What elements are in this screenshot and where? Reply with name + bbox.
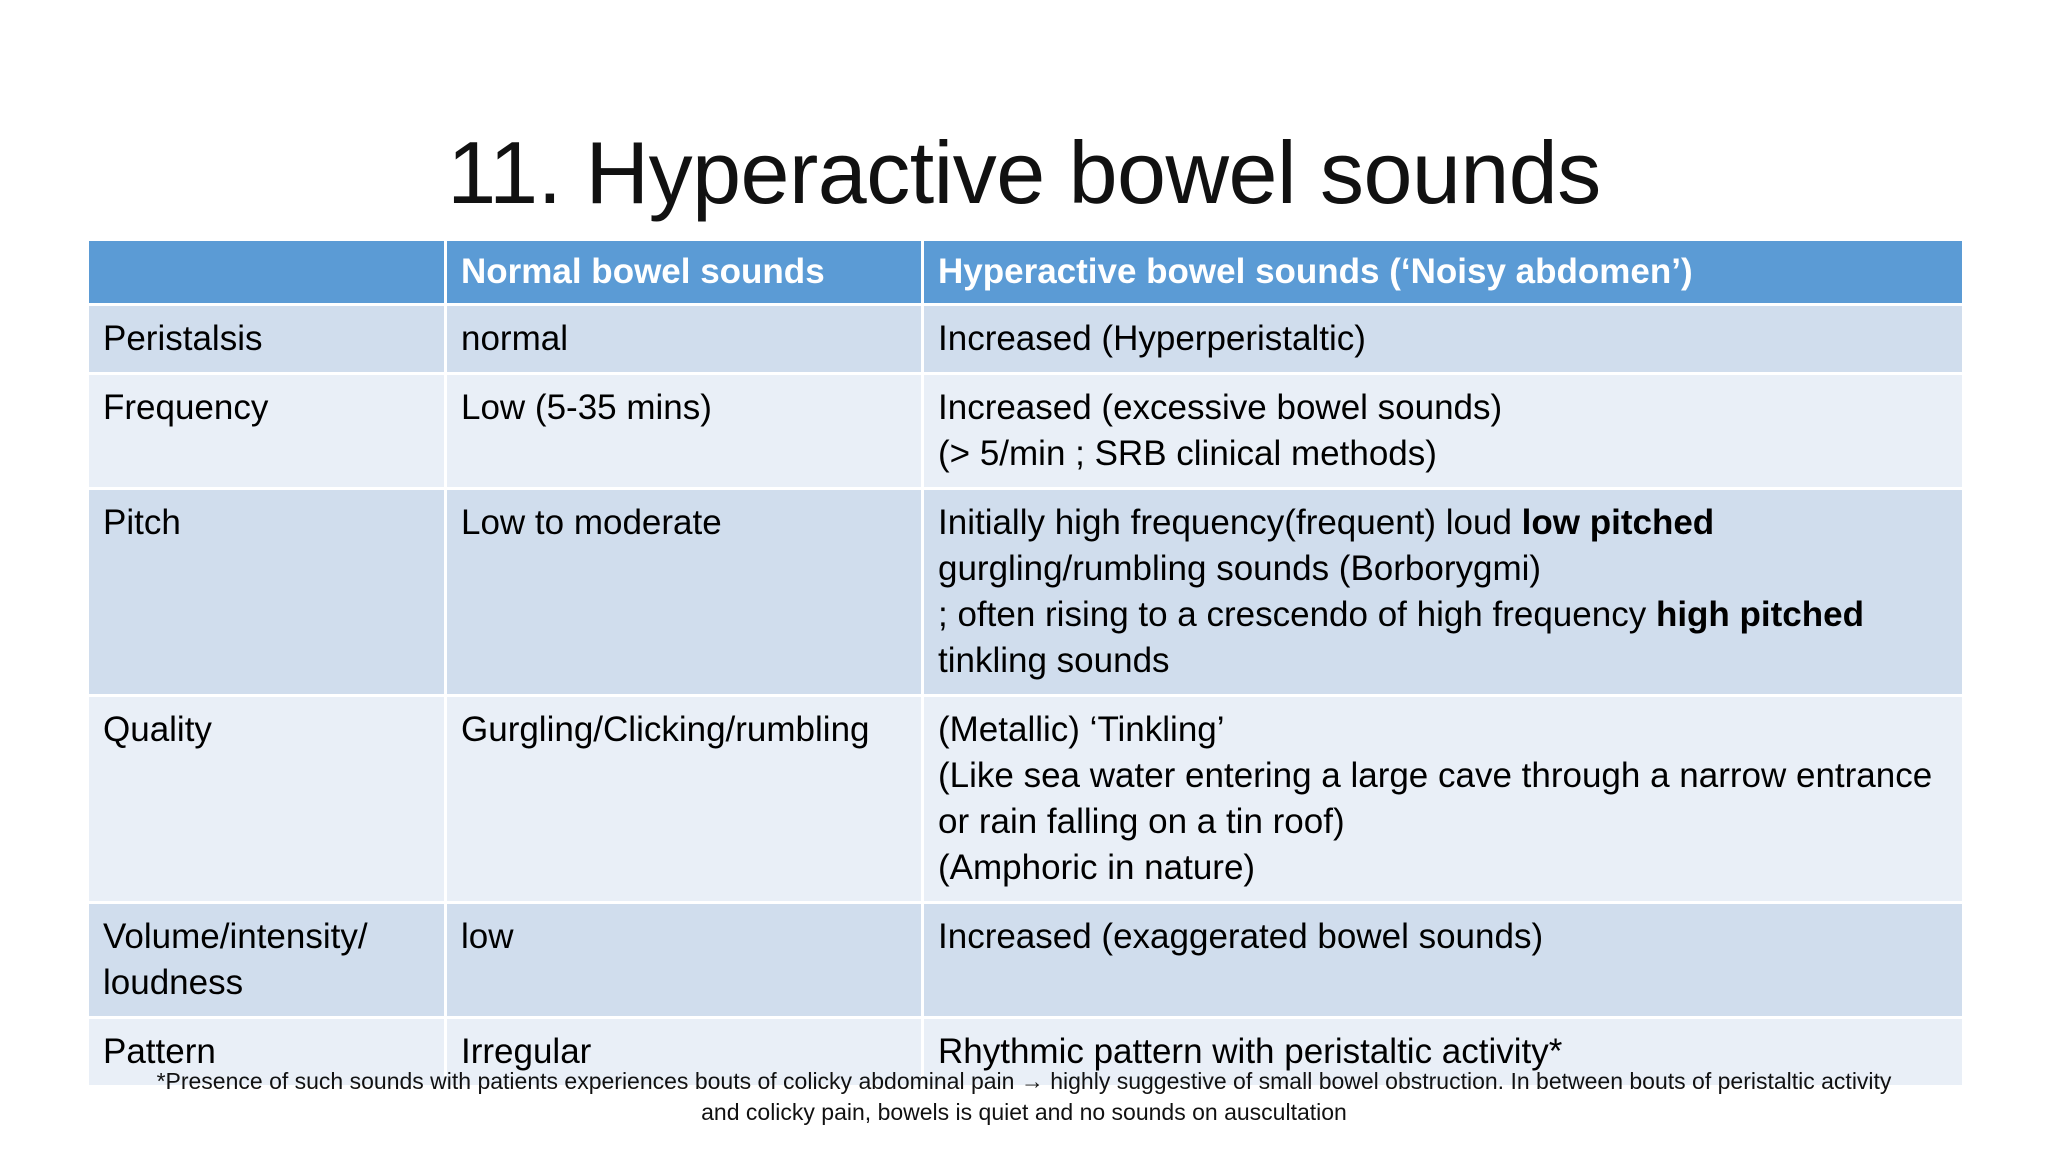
- hyperactive-text-line: (Amphoric in nature): [938, 848, 1256, 887]
- hyperactive-bold-text: high pitched: [1655, 595, 1864, 634]
- table-row-quality: [88, 696, 1964, 903]
- hyperactive-value: [923, 305, 1964, 374]
- hyperactive-text-line: (Metallic) ‘Tinkling’: [938, 710, 1225, 749]
- hyperactive-text-line: [938, 500, 1948, 546]
- row-label-line: Volume/intensity/: [103, 917, 368, 956]
- table-row-volume: [88, 903, 1964, 1018]
- normal-value: normal: [446, 305, 923, 374]
- slide-title: 11. Hyperactive bowel sounds: [447, 123, 1601, 222]
- header-cell-empty: [88, 240, 446, 305]
- hyperactive-text-line: Increased (excessive bowel sounds): [938, 388, 1503, 427]
- comparison-table-container: [86, 238, 1962, 1088]
- table-row-peristalsis: [88, 305, 1964, 374]
- hyperactive-value: [923, 696, 1964, 903]
- hyperactive-text-line: gurgling/rumbling sounds (Borborygmi): [938, 549, 1542, 588]
- table-row-pitch: [88, 489, 1964, 696]
- hyperactive-text-line: tinkling sounds: [938, 641, 1170, 680]
- hyperactive-text-line: Increased (exaggerated bowel sounds): [938, 917, 1544, 956]
- row-label: Pattern: [88, 1018, 446, 1087]
- hyperactive-text: ; often rising to a crescendo of high frequency: [938, 595, 1656, 634]
- normal-value: Gurgling/Clicking/rumbling: [446, 696, 923, 903]
- row-label: Quality: [88, 696, 446, 903]
- row-label-line: loudness: [103, 963, 244, 1002]
- hyperactive-text-line: [938, 592, 1948, 638]
- normal-value: Irregular: [446, 1018, 923, 1087]
- hyperactive-value: [923, 903, 1964, 1018]
- row-label: [88, 903, 446, 1018]
- footnote-line: *Presence of such sounds with patients experiences bouts of colicky abdominal pain → highly suggestive of small bowel obstruction. In between bouts of peristaltic activity: [156, 1068, 1892, 1094]
- row-label: Peristalsis: [88, 305, 446, 374]
- hyperactive-text-line: Increased (Hyperperistaltic): [938, 319, 1366, 358]
- comparison-table: [86, 238, 1965, 1088]
- hyperactive-value: [923, 489, 1964, 696]
- row-label: Pitch: [88, 489, 446, 696]
- table-header-row: [88, 240, 1964, 305]
- hyperactive-text-line: (Like sea water entering a large cave through a narrow entrance: [938, 756, 1933, 795]
- normal-value: Low to moderate: [446, 489, 923, 696]
- footnote: [86, 1066, 1962, 1128]
- table-row-frequency: [88, 374, 1964, 489]
- hyperactive-bold-text: low pitched: [1521, 503, 1715, 542]
- hyperactive-value: [923, 374, 1964, 489]
- hyperactive-text: Initially high frequency(frequent) loud: [938, 503, 1522, 542]
- hyperactive-text-line: or rain falling on a tin roof): [938, 802, 1345, 841]
- hyperactive-text-line: Rhythmic pattern with peristaltic activity*: [938, 1032, 1563, 1071]
- header-cell-normal: Normal bowel sounds: [446, 240, 923, 305]
- normal-value: low: [446, 903, 923, 1018]
- normal-value: Low (5-35 mins): [446, 374, 923, 489]
- footnote-line: and colicky pain, bowels is quiet and no sounds on auscultation: [701, 1099, 1347, 1125]
- header-cell-hyperactive: Hyperactive bowel sounds (‘Noisy abdomen’): [923, 240, 1964, 305]
- row-label: Frequency: [88, 374, 446, 489]
- hyperactive-text-line: (> 5/min ; SRB clinical methods): [938, 434, 1437, 473]
